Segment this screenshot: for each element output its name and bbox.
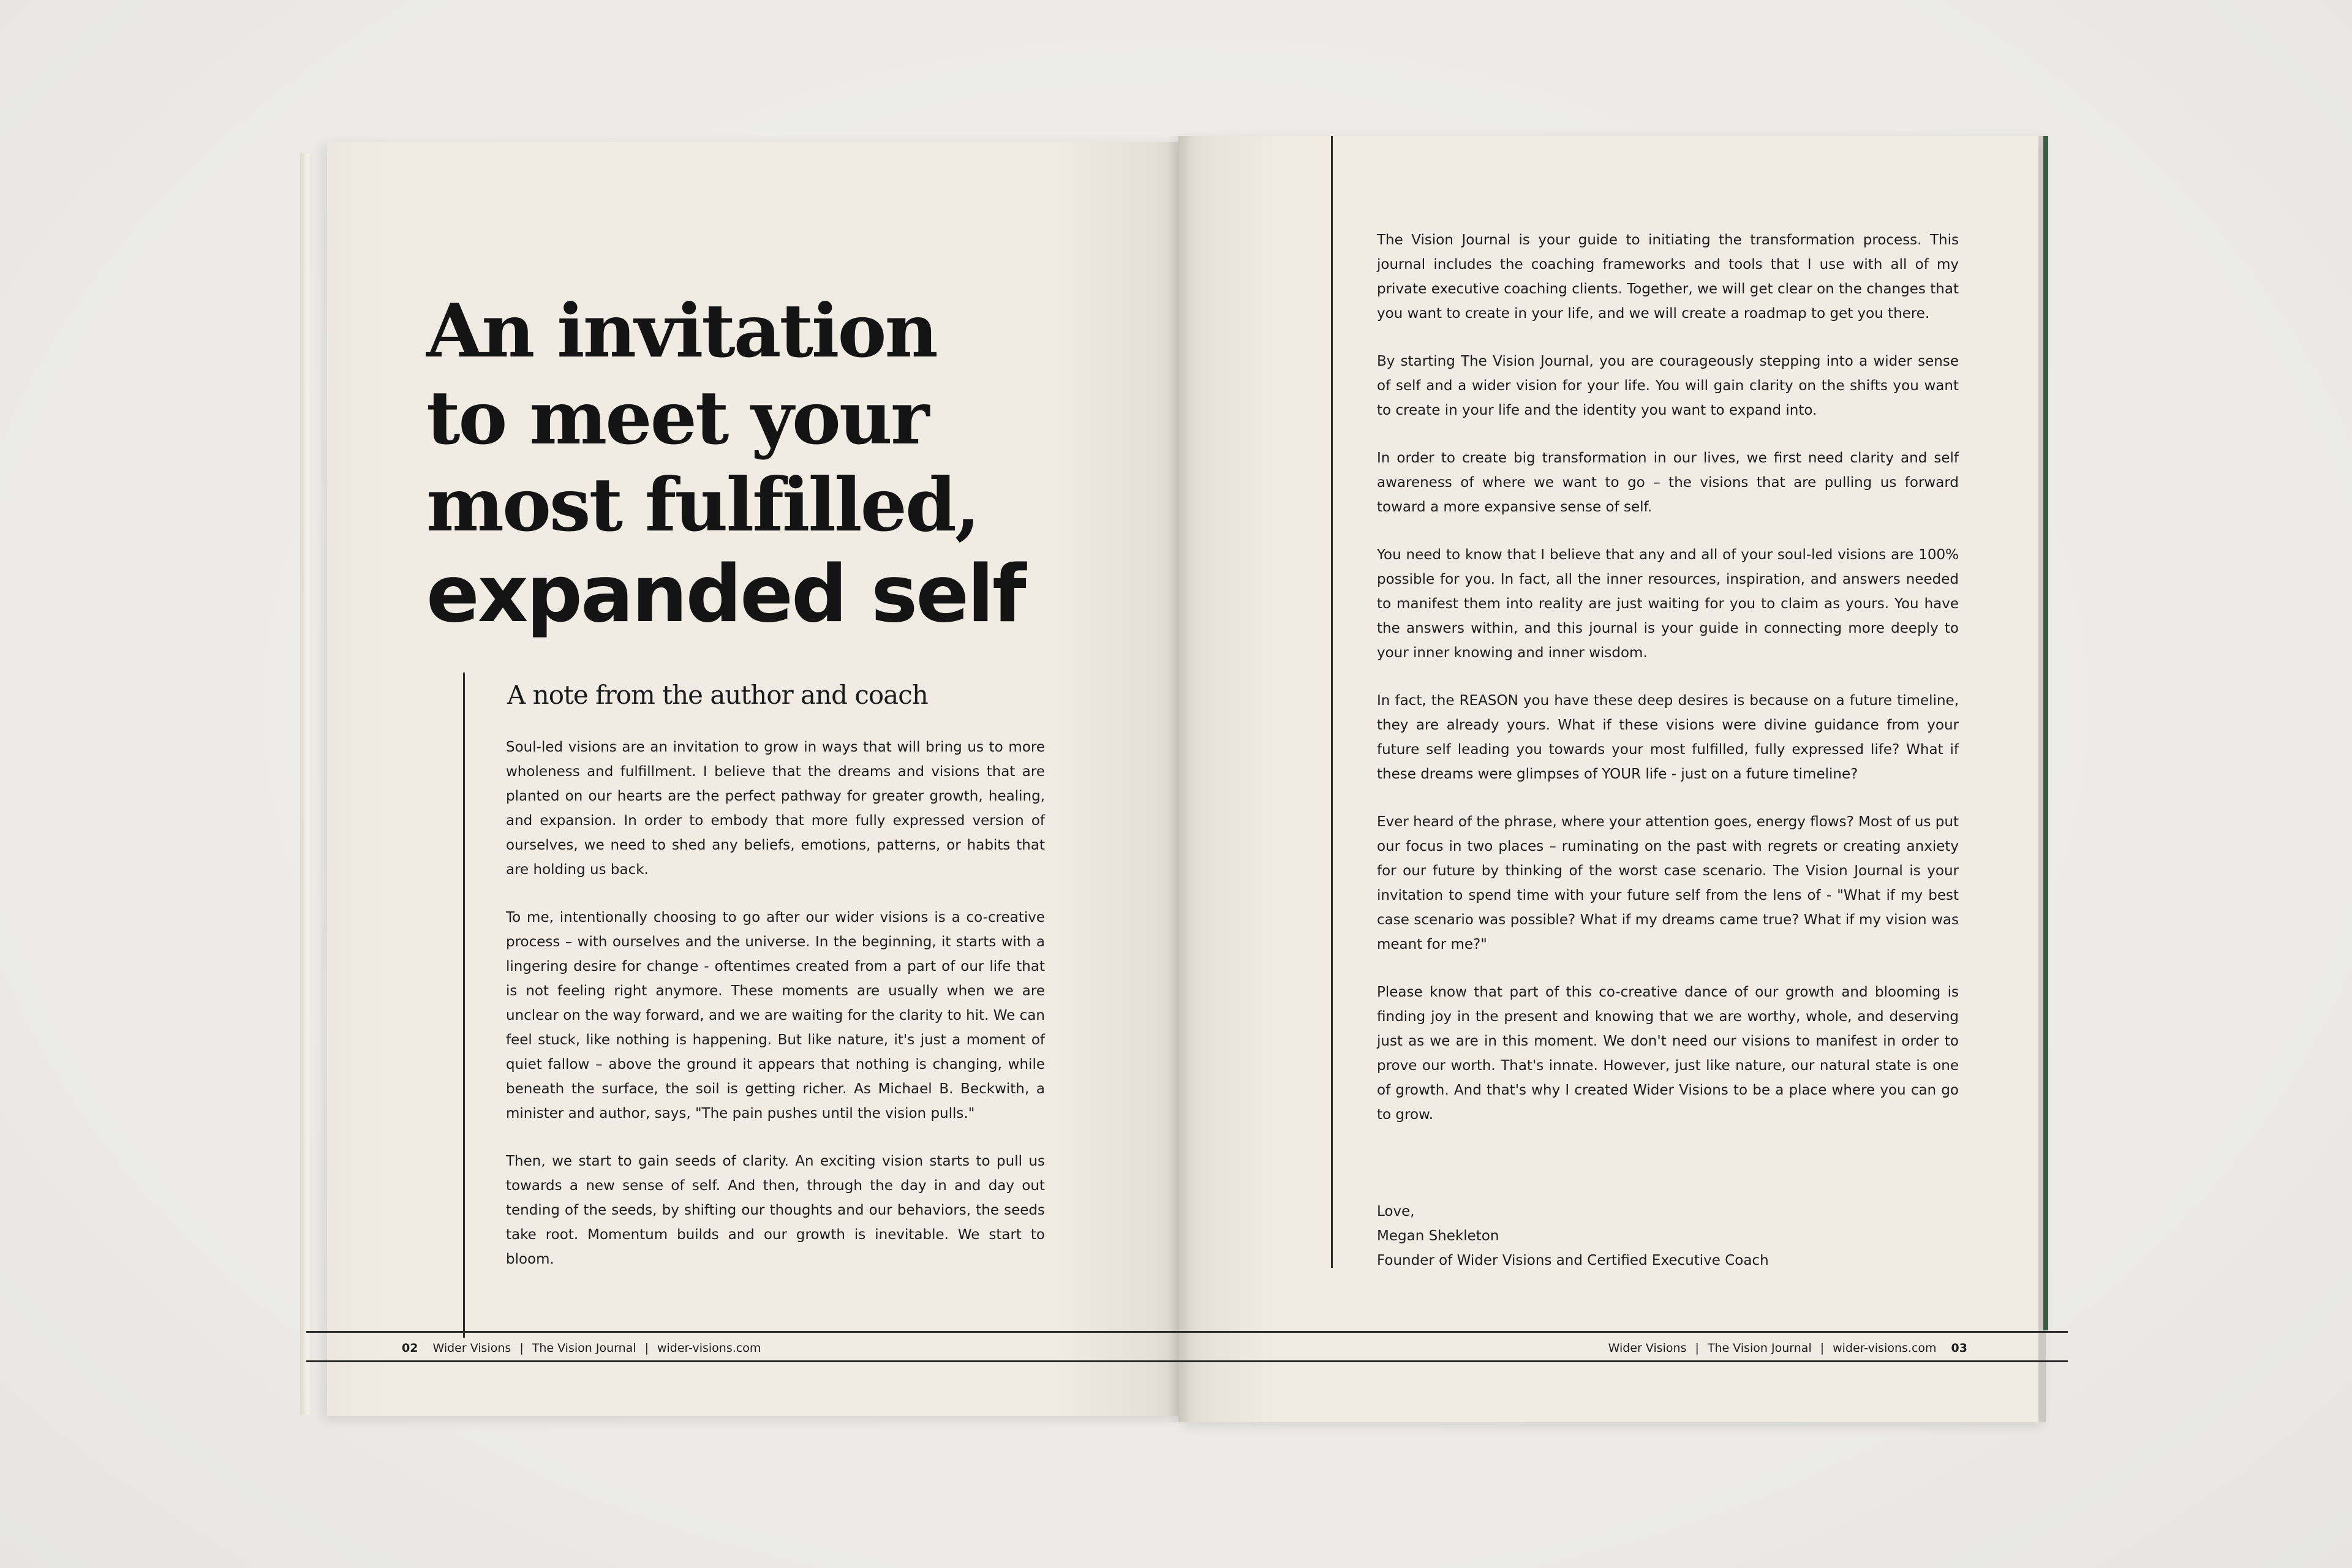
right-paragraph-7: Please know that part of this co-creative dance of our growth and blooming is finding joy in the present and knowing that we are worthy, whole, and deserving just as we are in this moment. We don't need our visions to manifest in order to prove our worth. That's innate. However, just like nature, our natural state is one of growth. And that's why I created Wider Visions to be a place where you can go to grow. — [1377, 984, 1959, 1123]
footer-url: wider-visions.com — [1833, 1341, 1937, 1355]
headline-line-2: to meet your — [426, 375, 928, 461]
footer-url: wider-visions.com — [657, 1341, 761, 1355]
headline-line-4: expanded self — [426, 549, 1025, 640]
green-cover-edge — [2043, 136, 2048, 1330]
right-paragraph-2: By starting The Vision Journal, you are courageously stepping into a wider sense of self and a wider vision for your life. You will gain clarity on the shifts you want to create in your life and the identity you want to expand into. — [1377, 353, 1959, 418]
right-paragraph-5: In fact, the REASON you have these deep desires is because on a future timeline, they are already yours. What if these visions were divine guidance from your future self leading you towards your most fulfilled, fully expressed life? What if these dreams were glimpses of YOUR life - just on a future timeline? — [1377, 693, 1959, 782]
footer-separator: | — [519, 1341, 524, 1355]
headline — [426, 288, 1131, 641]
right-footer-rule-bottom — [1178, 1360, 2068, 1362]
right-footer — [1608, 1341, 1967, 1355]
right-vertical-rule — [1331, 136, 1333, 1268]
signoff-closing: Love, — [1377, 1204, 1415, 1219]
left-body-text — [506, 735, 1045, 1295]
page-stack-edge — [300, 153, 312, 1415]
signoff — [1377, 1199, 1769, 1273]
right-paragraph-6: Ever heard of the phrase, where your attention goes, energy flows? Most of us put our focus in two places – ruminating on the past with regrets or creating anxiety for our future by thinking of the worst case scenario. The Vision Journal is your invitation to spend time with your future self from the lens of - "What if my best case scenario was possible? What if my dreams came true? What if my vision was meant for me?" — [1377, 814, 1959, 952]
footer-separator: | — [1820, 1341, 1825, 1355]
right-footer-rule-top — [1178, 1331, 2068, 1333]
signoff-name: Megan Shekleton — [1377, 1228, 1499, 1244]
left-paragraph-3: Then, we start to gain seeds of clarity. An exciting vision starts to pull us towards a new sense of self. And then, through the day in and day out tending of the seeds, by shifting our thoughts and our behaviors, the seeds take root. Momentum builds and our growth is inevitable. We start to bloom. — [506, 1153, 1045, 1267]
subheading: A note from the author and coach — [507, 680, 928, 710]
left-paragraph-1: Soul-led visions are an invitation to grow in ways that will bring us to more wholeness and fulfillment. I believe that the dreams and visions that are planted on our hearts are the perfect pathway for greater growth, healing, and expansion. In order to embody that more fully expressed version of ourselves, we need to shed any beliefs, emotions, patterns, or habits that are holding us back. — [506, 739, 1045, 878]
spine-gutter — [1167, 136, 1191, 1422]
footer-brand: Wider Visions — [432, 1341, 511, 1355]
footer-separator: | — [1695, 1341, 1699, 1355]
footer-publication: The Vision Journal — [532, 1341, 636, 1355]
left-paragraph-2: To me, intentionally choosing to go after our wider visions is a co-creative process – with ourselves and the universe. In the beginning, it starts with a lingering desire for change - oftentimes created from a part of our life that is not feeling right anymore. These moments are usually when we are unclear on the way forward, and we are waiting for the clarity to hit. We can feel stuck, like nothing is happening. But like nature, it's just a moment of quiet fallow – above the ground it appears that nothing is changing, while beneath the surface, the soil is getting richer. As Michael B. Beckwith, a minister and author, says, "The pain pushes until the vision pulls." — [506, 910, 1045, 1121]
footer-separator: | — [644, 1341, 649, 1355]
left-footer-rule-top — [306, 1331, 1178, 1333]
page-number-left: 02 — [402, 1341, 418, 1355]
page-number-right: 03 — [1951, 1341, 1967, 1355]
right-body-text — [1377, 228, 1959, 1150]
right-paragraph-3: In order to create big transformation in our lives, we first need clarity and self awareness of where we want to go – the visions that are pulling us forward toward a more expansive sense of self. — [1377, 450, 1959, 515]
right-paragraph-1: The Vision Journal is your guide to initiating the transformation process. This journal includes the coaching frameworks and tools that I use with all of my private executive coaching clients. Together, we will get clear on the changes that you want to create in your life, and we will create a roadmap to get you there. — [1377, 232, 1959, 322]
headline-line-1: An invitation — [426, 288, 937, 374]
footer-publication: The Vision Journal — [1707, 1341, 1812, 1355]
right-paragraph-4: You need to know that I believe that any and all of your soul-led visions are 100% possible for you. In fact, all the inner resources, inspiration, and answers needed to manifest them into reality are just waiting for you to claim as yours. You have the answers within, and this journal is your guide in connecting more deeply to your inner knowing and inner wisdom. — [1377, 547, 1959, 661]
left-footer-rule-bottom — [306, 1360, 1178, 1362]
signoff-title: Founder of Wider Visions and Certified Executive Coach — [1377, 1253, 1769, 1268]
left-vertical-rule — [463, 673, 465, 1338]
left-footer — [402, 1341, 761, 1355]
headline-line-3: most fulfilled, — [426, 462, 979, 548]
footer-brand: Wider Visions — [1608, 1341, 1687, 1355]
